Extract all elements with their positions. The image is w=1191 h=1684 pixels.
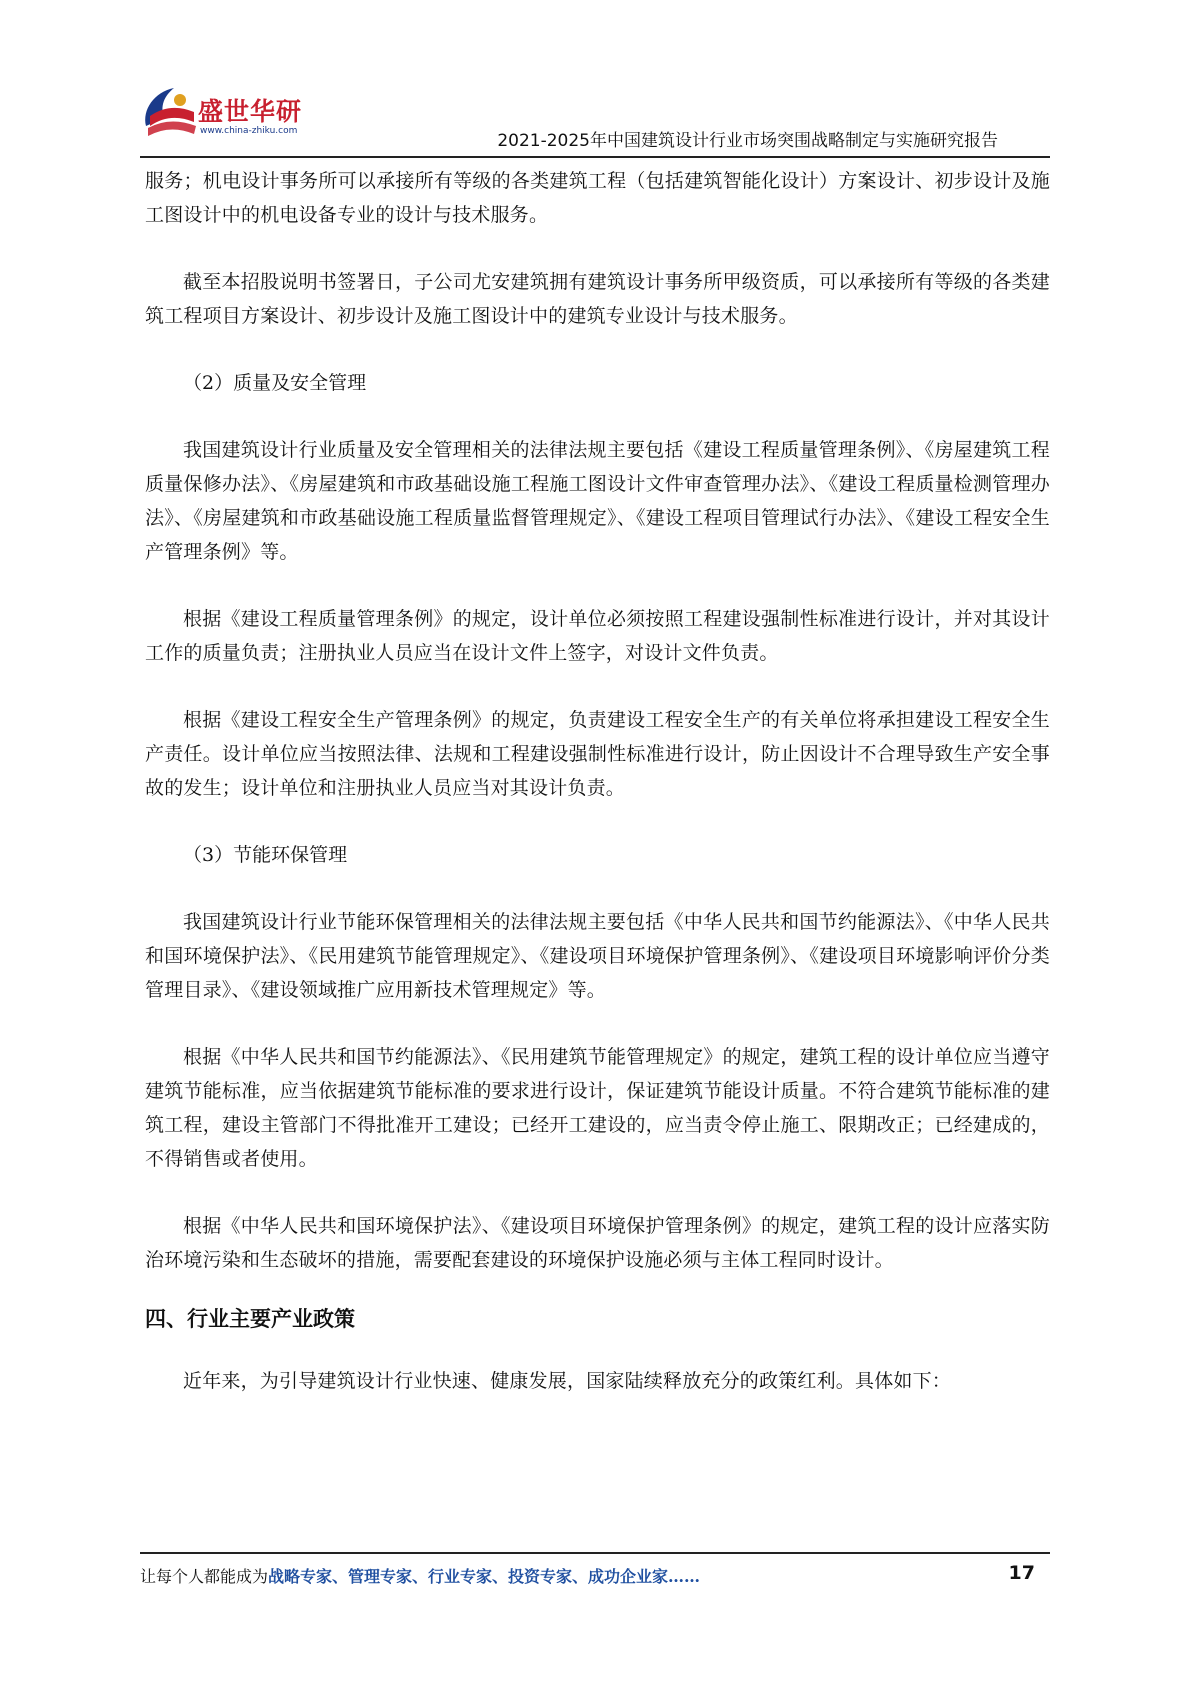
page-footer (140, 1560, 1050, 1592)
page-number: 17 (1008, 1562, 1035, 1584)
paragraph-5: 根据《建设工程安全生产管理条例》的规定，负责建设工程安全生产的有关单位将承担建设工程安全生产责任。设计单位应当按照法律、法规和工程建设强制性标准进行设计，防止因设计不合理导致生产安全事故的发生；设计单位和注册执业人员应当对其设计负责。 (145, 709, 1050, 799)
header-divider (140, 156, 1050, 158)
company-logo (140, 82, 320, 146)
logo-name: 盛世华研 (198, 97, 303, 126)
slogan-roles: 战略专家、管理专家、行业专家、投资专家、成功企业家…… (268, 1567, 701, 1586)
footer-slogan (140, 1564, 700, 1587)
logo-url: www.china-zhiku.com (200, 126, 298, 136)
subheading-quality-safety: （2）质量及安全管理 (183, 372, 367, 394)
footer-divider (140, 1552, 1050, 1554)
paragraph-2: 截至本招股说明书签署日，子公司尤安建筑拥有建筑设计事务所甲级资质，可以承接所有等级的各类建筑工程项目方案设计、初步设计及施工图设计中的建筑专业设计与技术服务。 (145, 271, 1050, 327)
logo-emblem-icon (140, 82, 202, 142)
section-heading-policy: 四、行业主要产业政策 (145, 1307, 355, 1331)
paragraph-7: 根据《中华人民共和国节约能源法》、《民用建筑节能管理规定》的规定，建筑工程的设计单位应当遵守建筑节能标准，应当依据建筑节能标准的要求进行设计，保证建筑节能设计质量。不符合建筑节能标准的建筑工程，建设主管部门不得批准开工建设；已经开工建设的，应当责令停止施工、限期改正；已经建成的，不得销售或者使用。 (145, 1046, 1050, 1170)
paragraph-8: 根据《中华人民共和国环境保护法》、《建设项目环境保护管理条例》的规定，建筑工程的设计应落实防治环境污染和生态破坏的措施，需要配套建设的环境保护设施必须与主体工程同时设计。 (145, 1215, 1050, 1271)
page-header (0, 0, 1191, 160)
paragraph-3: 我国建筑设计行业质量及安全管理相关的法律法规主要包括《建设工程质量管理条例》、《房屋建筑工程质量保修办法》、《房屋建筑和市政基础设施工程施工图设计文件审查管理办法》、《建设工程质量检测管理办法》、《房屋建筑和市政基础设施工程质量监督管理规定》、《建设工程项目管理试行办法》、《建设工程安全生产管理条例》等。 (145, 439, 1050, 563)
paragraph-4: 根据《建设工程质量管理条例》的规定，设计单位必须按照工程建设强制性标准进行设计，并对其设计工作的质量负责；注册执业人员应当在设计文件上签字，对设计文件负责。 (145, 608, 1050, 664)
paragraph-9: 近年来，为引导建筑设计行业快速、健康发展，国家陆续释放充分的政策红利。具体如下： (183, 1370, 952, 1392)
paragraph-1: 服务；机电设计事务所可以承接所有等级的各类建筑工程（包括建筑智能化设计）方案设计、初步设计及施工图设计中的机电设备专业的设计与技术服务。 (145, 170, 1050, 226)
report-title: 2021-2025年中国建筑设计行业市场突围战略制定与实施研究报告 (497, 131, 998, 151)
slogan-prefix: 让每个人都能成为 (140, 1567, 269, 1586)
paragraph-6: 我国建筑设计行业节能环保管理相关的法律法规主要包括《中华人民共和国节约能源法》、《中华人民共和国环境保护法》、《民用建筑节能管理规定》、《建设项目环境保护管理条例》、《建设项目环境影响评价分类管理目录》、《建设领域推广应用新技术管理规定》等。 (145, 911, 1050, 1001)
subheading-energy-env: （3）节能环保管理 (183, 844, 348, 866)
document-body (145, 164, 1050, 1431)
